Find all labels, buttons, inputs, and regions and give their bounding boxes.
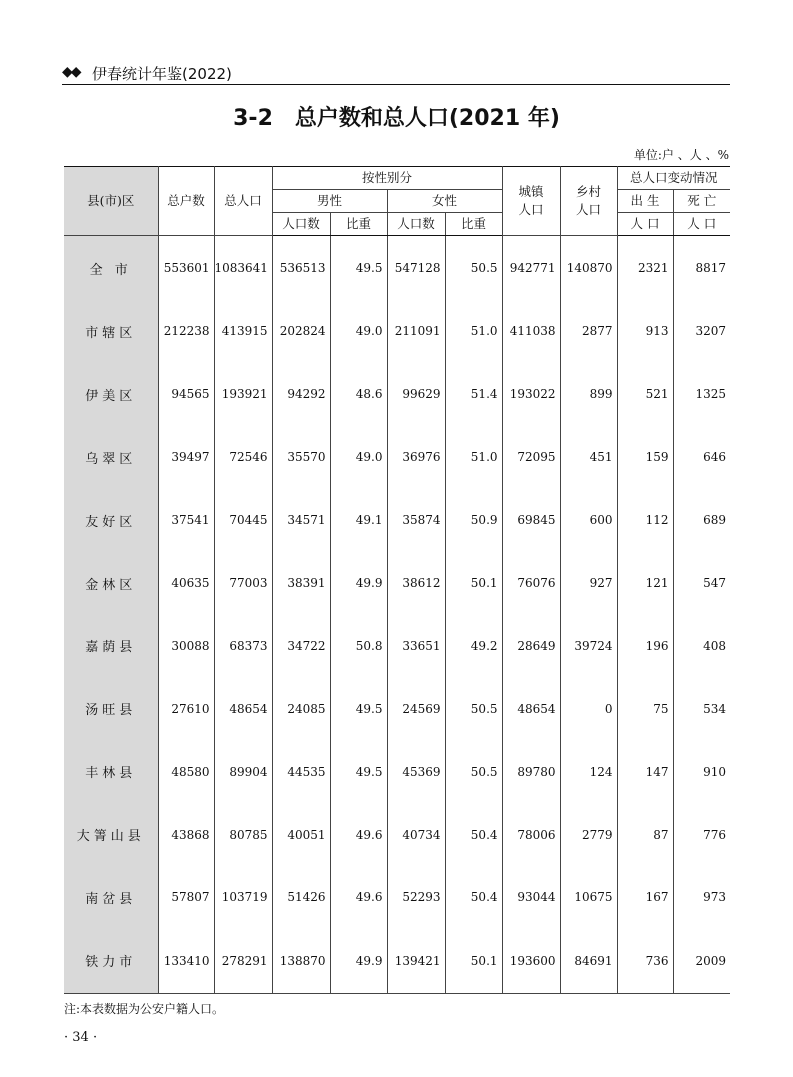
table-row — [64, 803, 730, 866]
cell-households: 94565 — [158, 363, 214, 426]
cell-rural: 0 — [560, 677, 617, 740]
cell-male-share: 49.5 — [330, 236, 387, 301]
footnote: 注:本表数据为公安户籍人口。 — [64, 1002, 225, 1016]
table-row — [64, 740, 730, 803]
table-title-text: 总户数和总人口(2021 年) — [294, 106, 560, 131]
cell-households: 48580 — [158, 740, 214, 803]
cell-households: 39497 — [158, 426, 214, 489]
cell-households: 43868 — [158, 803, 214, 866]
header-rural: 乡村 人口 — [560, 167, 617, 236]
cell-female-share: 51.0 — [445, 426, 502, 489]
cell-population: 413915 — [214, 300, 272, 363]
unit-label: 单位:户 、人 、% — [633, 148, 729, 162]
cell-urban: 942771 — [502, 236, 560, 301]
cell-population: 103719 — [214, 866, 272, 929]
diamond-icon: ◆◆ — [62, 64, 80, 80]
table-row — [64, 300, 730, 363]
cell-female: 40734 — [387, 803, 445, 866]
cell-rural: 899 — [560, 363, 617, 426]
cell-female: 35874 — [387, 489, 445, 552]
cell-female: 33651 — [387, 614, 445, 677]
cell-rural: 600 — [560, 489, 617, 552]
cell-region: 汤旺县 — [64, 677, 158, 740]
cell-deaths: 776 — [673, 803, 730, 866]
cell-region: 伊美区 — [64, 363, 158, 426]
cell-urban: 48654 — [502, 677, 560, 740]
cell-female-share: 50.5 — [445, 236, 502, 301]
cell-population: 48654 — [214, 677, 272, 740]
table-row — [64, 426, 730, 489]
cell-households: 40635 — [158, 552, 214, 615]
cell-urban: 193022 — [502, 363, 560, 426]
cell-female-share: 50.9 — [445, 489, 502, 552]
header-urban: 城镇 人口 — [502, 167, 560, 236]
cell-births: 736 — [617, 929, 673, 994]
cell-male-share: 48.6 — [330, 363, 387, 426]
header-deaths-line1: 死 亡 — [673, 190, 730, 213]
cell-female-share: 50.4 — [445, 866, 502, 929]
cell-male: 51426 — [272, 866, 330, 929]
header-region: 县(市)区 — [64, 167, 158, 236]
cell-male: 40051 — [272, 803, 330, 866]
cell-region: 大箐山县 — [64, 803, 158, 866]
table-row — [64, 489, 730, 552]
cell-female: 24569 — [387, 677, 445, 740]
cell-deaths: 408 — [673, 614, 730, 677]
cell-births: 112 — [617, 489, 673, 552]
cell-male: 202824 — [272, 300, 330, 363]
cell-female: 99629 — [387, 363, 445, 426]
cell-urban: 28649 — [502, 614, 560, 677]
cell-male: 34571 — [272, 489, 330, 552]
cell-male: 138870 — [272, 929, 330, 994]
header-by-sex: 按性别分 — [272, 167, 502, 190]
cell-urban: 89780 — [502, 740, 560, 803]
cell-households: 37541 — [158, 489, 214, 552]
cell-deaths: 910 — [673, 740, 730, 803]
cell-deaths: 534 — [673, 677, 730, 740]
cell-region: 铁力市 — [64, 929, 158, 994]
cell-households: 553601 — [158, 236, 214, 301]
cell-female-share: 49.2 — [445, 614, 502, 677]
cell-male-share: 49.9 — [330, 929, 387, 994]
cell-male: 94292 — [272, 363, 330, 426]
cell-female: 211091 — [387, 300, 445, 363]
header-births-line1: 出 生 — [617, 190, 673, 213]
cell-male-share: 49.5 — [330, 740, 387, 803]
cell-births: 167 — [617, 866, 673, 929]
cell-population: 80785 — [214, 803, 272, 866]
cell-population: 72546 — [214, 426, 272, 489]
cell-male: 38391 — [272, 552, 330, 615]
cell-region: 友好区 — [64, 489, 158, 552]
cell-rural: 2877 — [560, 300, 617, 363]
cell-households: 133410 — [158, 929, 214, 994]
cell-male: 44535 — [272, 740, 330, 803]
cell-male-share: 49.6 — [330, 803, 387, 866]
cell-urban: 193600 — [502, 929, 560, 994]
cell-population: 77003 — [214, 552, 272, 615]
cell-births: 913 — [617, 300, 673, 363]
cell-rural: 2779 — [560, 803, 617, 866]
cell-households: 57807 — [158, 866, 214, 929]
cell-population: 193921 — [214, 363, 272, 426]
cell-male-share: 49.1 — [330, 489, 387, 552]
cell-urban: 78006 — [502, 803, 560, 866]
header-deaths-line2: 人 口 — [673, 213, 730, 236]
cell-births: 196 — [617, 614, 673, 677]
cell-rural: 84691 — [560, 929, 617, 994]
cell-population: 1083641 — [214, 236, 272, 301]
header-births-line2: 人 口 — [617, 213, 673, 236]
cell-births: 521 — [617, 363, 673, 426]
cell-births: 75 — [617, 677, 673, 740]
header-population: 总人口 — [214, 167, 272, 236]
cell-deaths: 646 — [673, 426, 730, 489]
table-row — [64, 614, 730, 677]
cell-deaths: 973 — [673, 866, 730, 929]
header-male-share: 比重 — [330, 213, 387, 236]
cell-female-share: 50.1 — [445, 929, 502, 994]
cell-female-share: 50.5 — [445, 677, 502, 740]
cell-region: 南岔县 — [64, 866, 158, 929]
cell-households: 30088 — [158, 614, 214, 677]
cell-deaths: 689 — [673, 489, 730, 552]
cell-female: 547128 — [387, 236, 445, 301]
cell-male: 536513 — [272, 236, 330, 301]
table-row — [64, 866, 730, 929]
cell-rural: 927 — [560, 552, 617, 615]
cell-population: 70445 — [214, 489, 272, 552]
cell-births: 147 — [617, 740, 673, 803]
cell-urban: 72095 — [502, 426, 560, 489]
cell-rural: 39724 — [560, 614, 617, 677]
cell-male-share: 50.8 — [330, 614, 387, 677]
cell-households: 27610 — [158, 677, 214, 740]
cell-urban: 93044 — [502, 866, 560, 929]
cell-deaths: 547 — [673, 552, 730, 615]
header-female-persons: 人口数 — [387, 213, 445, 236]
book-title: 伊春统计年鉴(2022) — [92, 65, 232, 83]
cell-urban: 76076 — [502, 552, 560, 615]
cell-male: 35570 — [272, 426, 330, 489]
cell-births: 2321 — [617, 236, 673, 301]
cell-male-share: 49.0 — [330, 426, 387, 489]
cell-female-share: 50.5 — [445, 740, 502, 803]
header-male: 男性 — [272, 190, 387, 213]
cell-urban: 411038 — [502, 300, 560, 363]
cell-region: 金林区 — [64, 552, 158, 615]
cell-rural: 124 — [560, 740, 617, 803]
cell-deaths: 2009 — [673, 929, 730, 994]
table-title — [0, 101, 793, 132]
cell-births: 87 — [617, 803, 673, 866]
cell-female-share: 50.4 — [445, 803, 502, 866]
header-female: 女性 — [387, 190, 502, 213]
header-male-persons: 人口数 — [272, 213, 330, 236]
cell-region: 市辖区 — [64, 300, 158, 363]
cell-population: 68373 — [214, 614, 272, 677]
cell-region: 嘉荫县 — [64, 614, 158, 677]
cell-female: 52293 — [387, 866, 445, 929]
cell-rural: 10675 — [560, 866, 617, 929]
cell-rural: 451 — [560, 426, 617, 489]
cell-female: 38612 — [387, 552, 445, 615]
table-number: 3-2 — [233, 106, 273, 131]
population-table — [64, 166, 730, 994]
cell-male-share: 49.0 — [330, 300, 387, 363]
table-row — [64, 552, 730, 615]
cell-female: 45369 — [387, 740, 445, 803]
cell-households: 212238 — [158, 300, 214, 363]
header-rule — [62, 84, 730, 85]
header-change: 总人口变动情况 — [617, 167, 730, 190]
cell-births: 121 — [617, 552, 673, 615]
cell-male-share: 49.5 — [330, 677, 387, 740]
cell-male: 34722 — [272, 614, 330, 677]
cell-urban: 69845 — [502, 489, 560, 552]
header-female-share: 比重 — [445, 213, 502, 236]
table-row — [64, 363, 730, 426]
cell-female-share: 50.1 — [445, 552, 502, 615]
cell-population: 89904 — [214, 740, 272, 803]
cell-births: 159 — [617, 426, 673, 489]
cell-female: 139421 — [387, 929, 445, 994]
running-header — [62, 62, 730, 84]
cell-female-share: 51.0 — [445, 300, 502, 363]
cell-female: 36976 — [387, 426, 445, 489]
table-row — [64, 236, 730, 301]
cell-female-share: 51.4 — [445, 363, 502, 426]
cell-rural: 140870 — [560, 236, 617, 301]
table-row — [64, 677, 730, 740]
cell-deaths: 8817 — [673, 236, 730, 301]
cell-population: 278291 — [214, 929, 272, 994]
cell-region: 丰林县 — [64, 740, 158, 803]
header-households: 总户数 — [158, 167, 214, 236]
cell-deaths: 1325 — [673, 363, 730, 426]
cell-male: 24085 — [272, 677, 330, 740]
cell-deaths: 3207 — [673, 300, 730, 363]
cell-region: 全 市 — [64, 236, 158, 301]
table-row — [64, 929, 730, 994]
cell-region: 乌翠区 — [64, 426, 158, 489]
page-number: · 34 · — [64, 1030, 98, 1045]
cell-male-share: 49.9 — [330, 552, 387, 615]
cell-male-share: 49.6 — [330, 866, 387, 929]
